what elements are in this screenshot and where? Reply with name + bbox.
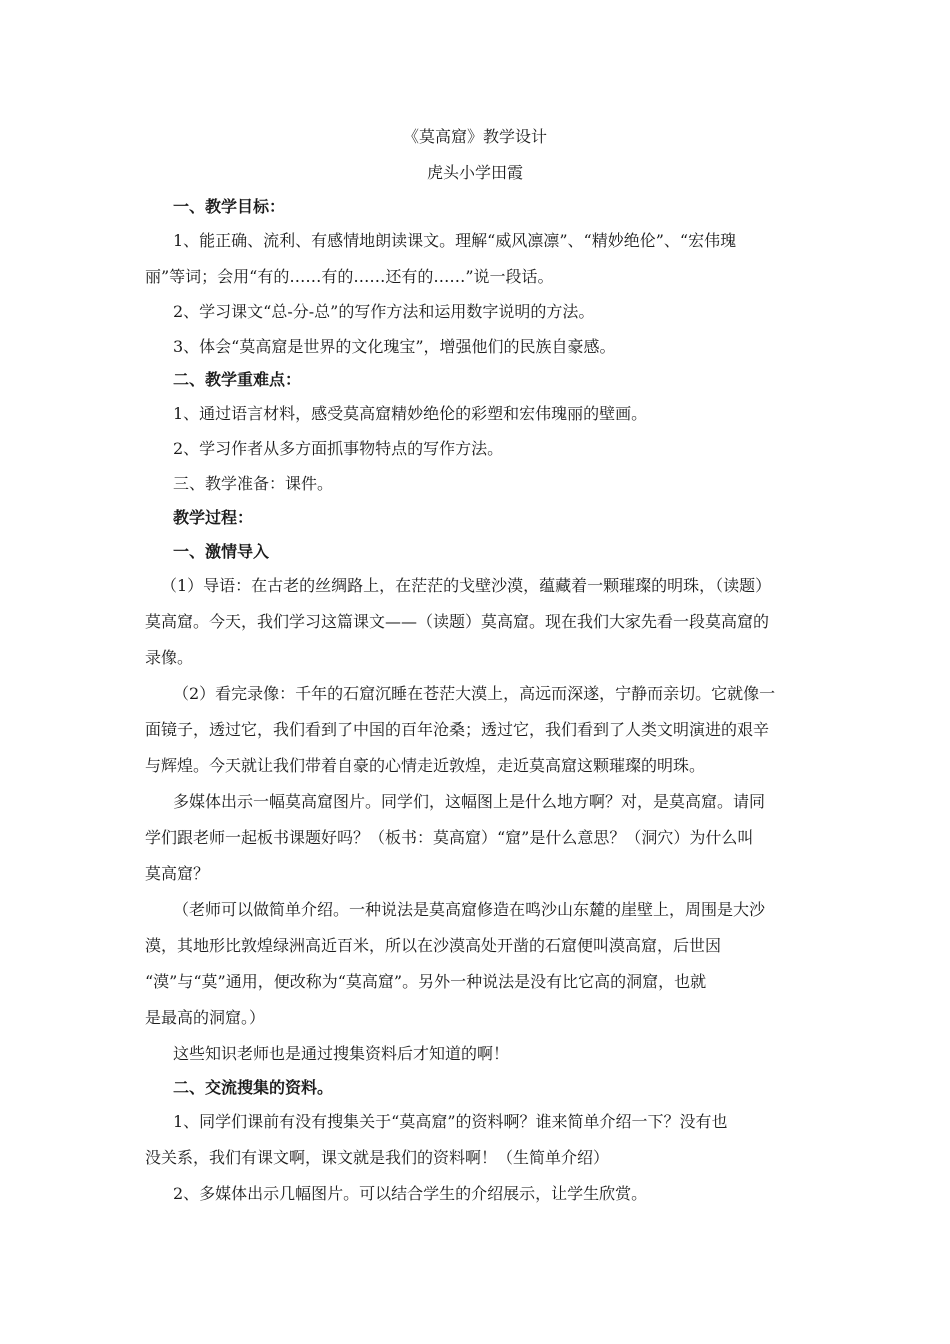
paragraph-line: 学们跟老师一起板书课题好吗？（板书：莫高窟）“窟”是什么意思？（洞穴）为什么叫: [145, 828, 754, 847]
paragraph-line: （1）导语：在古老的丝绸路上，在茫茫的戈壁沙漠，蕴藏着一颗璀璨的明珠，（读题）: [161, 576, 772, 595]
paragraph-line: 漠，其地形比敦煌绿洲高近百米，所以在沙漠高处开凿的石窟便叫漠高窟，后世因: [145, 936, 722, 955]
paragraph-line: 莫高窟？: [145, 864, 210, 883]
paragraph-line: 2、学习作者从多方面抓事物特点的写作方法。: [173, 439, 504, 458]
section-heading: 一、激情导入: [173, 542, 270, 561]
paragraph-line: （老师可以做简单介绍。一种说法是莫高窟修造在鸣沙山东麓的崖壁上，周围是大沙: [173, 900, 766, 919]
paragraph-line: 多媒体出示一幅莫高窟图片。同学们，这幅图上是什么地方啊？对，是莫高窟。请同: [173, 792, 766, 811]
document-title: 《莫高窟》教学设计: [402, 127, 547, 146]
paragraph-line: 这些知识老师也是通过搜集资料后才知道的啊！: [173, 1044, 510, 1063]
section-heading: 教学过程：: [173, 508, 254, 527]
section-heading: 二、交流搜集的资料。: [173, 1078, 334, 1097]
paragraph-line: 面镜子，透过它，我们看到了中国的百年沧桑；透过它，我们看到了人类文明演进的艰辛: [145, 720, 770, 739]
paragraph-line: 3、体会“莫高窟是世界的文化瑰宝”，增强他们的民族自豪感。: [173, 337, 616, 356]
paragraph-line: 没关系，我们有课文啊，课文就是我们的资料啊！（生简单介绍）: [145, 1148, 610, 1167]
paragraph-line: 丽”等词；会用“有的……有的……还有的……”说一段话。: [145, 267, 554, 286]
paragraph-line: 1、通过语言材料，感受莫高窟精妙绝伦的彩塑和宏伟瑰丽的壁画。: [173, 404, 648, 423]
paragraph-line: 三、教学准备：课件。: [173, 474, 334, 493]
document-author: 虎头小学田霞: [426, 163, 523, 182]
paragraph-line: 1、同学们课前有没有搜集关于“莫高窟”的资料啊？谁来简单介绍一下？没有也: [173, 1112, 728, 1131]
paragraph-line: 1、能正确、流利、有感情地朗读课文。理解“威风凛凛”、“精妙绝伦”、“宏伟瑰: [173, 231, 737, 250]
paragraph-line: 2、多媒体出示几幅图片。可以结合学生的介绍展示，让学生欣赏。: [173, 1184, 648, 1203]
paragraph-line: 录像。: [145, 648, 194, 667]
section-heading: 二、教学重难点：: [173, 370, 302, 389]
paragraph-line: （2）看完录像：千年的石窟沉睡在苍茫大漠上，高远而深遂，宁静而亲切。它就像一: [173, 684, 776, 703]
paragraph-line: 与辉煌。今天就让我们带着自豪的心情走近敦煌，走近莫高窟这颗璀璨的明珠。: [145, 756, 706, 775]
paragraph-line: “漠”与“莫”通用，便改称为“莫高窟”。另外一种说法是没有比它高的洞窟，也就: [145, 972, 707, 991]
paragraph-line: 是最高的洞窟。）: [145, 1008, 266, 1027]
section-heading: 一、教学目标：: [173, 197, 286, 216]
paragraph-line: 莫高窟。今天，我们学习这篇课文——（读题）莫高窟。现在我们大家先看一段莫高窟的: [145, 612, 770, 631]
paragraph-line: 2、学习课文“总-分-总”的写作方法和运用数字说明的方法。: [173, 302, 595, 321]
